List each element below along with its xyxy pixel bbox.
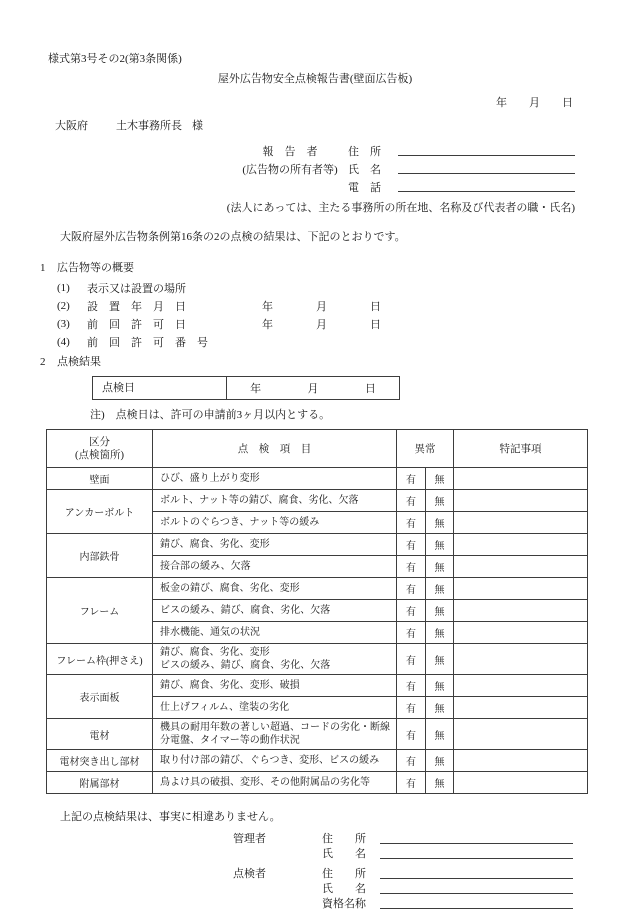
header-category-line1: 区分 xyxy=(89,436,110,448)
remarks-cell xyxy=(454,468,588,490)
fill-in-line xyxy=(380,848,573,859)
remarks-cell xyxy=(454,644,588,675)
header-abnormal: 異常 xyxy=(397,430,454,468)
signer-row xyxy=(233,896,630,911)
inspection-item-line: ビスの緩み、錆び、腐食、劣化、欠落 xyxy=(160,660,331,671)
field-label: 資格名称 xyxy=(322,898,366,910)
addressee-prefecture: 大阪府 xyxy=(55,120,88,132)
reporter-role-label: (広告物の所有者等) xyxy=(242,164,338,176)
date-unit: 日 xyxy=(370,301,381,313)
item-label: 表示又は設置の場所 xyxy=(87,283,186,295)
reporter-block xyxy=(0,141,630,195)
inspection-item-cell xyxy=(153,772,397,794)
abnormal-yes-cell: 有 xyxy=(397,719,426,750)
inspection-item-line: 錆び、腐食、劣化、変形 xyxy=(160,539,270,550)
abnormal-yes-cell: 有 xyxy=(397,750,426,772)
inspection-item-cell xyxy=(153,644,397,675)
addressee-honorific: 様 xyxy=(192,120,203,132)
remarks-cell xyxy=(454,697,588,719)
remarks-cell xyxy=(454,719,588,750)
inspection-item-cell xyxy=(153,578,397,600)
inspection-date-units xyxy=(227,377,399,399)
fill-in-line xyxy=(380,883,573,894)
inspection-item-cell xyxy=(153,622,397,644)
abnormal-no-cell: 無 xyxy=(426,578,454,600)
remarks-cell xyxy=(454,490,588,512)
remarks-cell xyxy=(454,578,588,600)
section2-number: 2 xyxy=(40,356,46,368)
remarks-cell xyxy=(454,622,588,644)
date-unit: 日 xyxy=(364,383,376,395)
table-row xyxy=(47,750,588,772)
inspection-table-body xyxy=(47,468,588,794)
abnormal-no-cell: 無 xyxy=(426,644,454,675)
category-cell: 電材 xyxy=(47,719,153,750)
abnormal-yes-cell: 有 xyxy=(397,556,426,578)
abnormal-no-cell: 無 xyxy=(426,512,454,534)
inspection-item-line: 取り付け部の錆び、ぐらつき、変形、ビスの緩み xyxy=(160,755,380,766)
inspection-item-line: ボルトのぐらつき、ナット等の緩み xyxy=(160,517,320,528)
abnormal-no-cell: 無 xyxy=(426,719,454,750)
signer-row xyxy=(233,831,630,846)
inspection-item-line: 機具の耐用年数の著しい超過、コードの劣化・断線 xyxy=(160,722,390,733)
category-cell: 内部鉄骨 xyxy=(47,534,153,578)
abnormal-yes-cell: 有 xyxy=(397,468,426,490)
field-label: 住 所 xyxy=(322,833,366,845)
date-unit: 年 xyxy=(262,301,273,313)
inspection-item-line: ビスの緩み、錆び、腐食、劣化、欠落 xyxy=(160,605,331,616)
page-title: 屋外広告物安全点検報告書(壁面広告板) xyxy=(217,73,413,85)
inspection-item-line: 鳥よけ具の破損、変形、その他附属品の劣化等 xyxy=(160,777,370,788)
overview-item xyxy=(57,279,630,297)
abnormal-yes-cell: 有 xyxy=(397,534,426,556)
inspection-item-line: 錆び、腐食、劣化、変形 xyxy=(160,647,270,658)
date-unit: 日 xyxy=(370,319,381,331)
inspection-item-line: 板金の錆び、腐食、劣化、変形 xyxy=(160,583,300,594)
header-inspection-item: 点 検 項 目 xyxy=(153,430,397,468)
remarks-cell xyxy=(454,512,588,534)
fill-in-line xyxy=(380,833,573,844)
overview-item xyxy=(57,297,630,315)
fill-in-line xyxy=(398,144,575,156)
inspection-item-cell xyxy=(153,490,397,512)
category-cell: 附属部材 xyxy=(47,772,153,794)
inspection-item-line: 排水機能、通気の状況 xyxy=(160,627,260,638)
abnormal-yes-cell: 有 xyxy=(397,697,426,719)
addressee-line xyxy=(55,117,630,133)
field-label: 氏 名 xyxy=(348,164,381,176)
table-row xyxy=(47,490,588,512)
field-label: 氏 名 xyxy=(322,883,366,895)
item-label: 設 置 年 月 日 xyxy=(87,301,186,313)
intro-text: 大阪府屋外広告物条例第16条の2の点検の結果は、下記のとおりです。 xyxy=(60,231,406,243)
abnormal-no-cell: 無 xyxy=(426,675,454,697)
inspection-table xyxy=(46,429,588,794)
inspection-item-line: 分電盤、タイマー等の動作状況 xyxy=(160,735,300,746)
section2-title: 点検結果 xyxy=(57,356,101,368)
abnormal-no-cell: 無 xyxy=(426,490,454,512)
inspection-date-note: 注) 点検日は、許可の申請前3ヶ月以内とする。 xyxy=(90,409,331,421)
category-cell: 電材突き出し部材 xyxy=(47,750,153,772)
signer-role-label: 管理者 xyxy=(233,833,266,845)
reporter-row xyxy=(240,177,630,195)
signer-role-label: 点検者 xyxy=(233,868,266,880)
remarks-cell xyxy=(454,750,588,772)
category-cell: 壁面 xyxy=(47,468,153,490)
field-label: 住 所 xyxy=(348,146,381,158)
inspection-item-cell xyxy=(153,719,397,750)
signer-row xyxy=(233,846,630,861)
abnormal-no-cell: 無 xyxy=(426,772,454,794)
fill-in-line xyxy=(380,868,573,879)
inspection-item-cell xyxy=(153,600,397,622)
inspection-item-cell xyxy=(153,697,397,719)
section2-heading xyxy=(40,353,630,369)
item-number: (3) xyxy=(57,318,70,330)
abnormal-no-cell: 無 xyxy=(426,534,454,556)
field-label: 氏 名 xyxy=(322,848,366,860)
abnormal-yes-cell: 有 xyxy=(397,622,426,644)
date-unit: 月 xyxy=(316,301,327,313)
header-category xyxy=(47,430,153,468)
abnormal-yes-cell: 有 xyxy=(397,600,426,622)
item-number: (4) xyxy=(57,336,70,348)
signer-row xyxy=(233,866,630,881)
table-header-row xyxy=(47,430,588,468)
fill-in-line xyxy=(380,898,573,909)
table-row xyxy=(47,534,588,556)
declaration-text: 上記の点検結果は、事実に相違ありません。 xyxy=(60,811,281,823)
section1-number: 1 xyxy=(40,262,46,274)
reporter-row xyxy=(240,159,630,177)
inspection-item-cell xyxy=(153,512,397,534)
remarks-cell xyxy=(454,556,588,578)
abnormal-yes-cell: 有 xyxy=(397,490,426,512)
table-row xyxy=(47,772,588,794)
report-date-line: 年 月 日 xyxy=(496,97,573,109)
fill-in-line xyxy=(398,162,575,174)
form-number: 様式第3号その2(第3条関係) xyxy=(48,53,182,65)
inspection-item-cell xyxy=(153,750,397,772)
remarks-cell xyxy=(454,600,588,622)
category-cell: フレーム xyxy=(47,578,153,644)
item-label: 前 回 許 可 番 号 xyxy=(87,337,208,349)
table-row xyxy=(47,719,588,750)
date-unit: 年 xyxy=(262,319,273,331)
section1-title: 広告物等の概要 xyxy=(57,262,134,274)
corporate-note: (法人にあっては、主たる事務所の所在地、名称及び代表者の職・氏名) xyxy=(226,202,575,214)
date-unit: 月 xyxy=(316,319,327,331)
table-row xyxy=(47,468,588,490)
abnormal-no-cell: 無 xyxy=(426,697,454,719)
inspection-item-line: 錆び、腐食、劣化、変形、破損 xyxy=(160,680,300,691)
item-number: (2) xyxy=(57,300,70,312)
inspection-date-label: 点検日 xyxy=(93,377,227,399)
reporter-role-label: 報 告 者 xyxy=(262,146,318,158)
category-cell: フレーム枠(押さえ) xyxy=(47,644,153,675)
item-label: 前 回 許 可 日 xyxy=(87,319,186,331)
overview-item xyxy=(57,315,630,333)
date-unit: 月 xyxy=(307,383,319,395)
inspection-item-cell xyxy=(153,534,397,556)
signer-row xyxy=(233,881,630,896)
abnormal-no-cell: 無 xyxy=(426,600,454,622)
remarks-cell xyxy=(454,534,588,556)
abnormal-no-cell: 無 xyxy=(426,468,454,490)
inspection-item-line: ひび、盛り上がり変形 xyxy=(160,473,260,484)
abnormal-no-cell: 無 xyxy=(426,622,454,644)
remarks-cell xyxy=(454,772,588,794)
signer-block xyxy=(0,866,630,911)
inspection-date-box xyxy=(92,376,400,400)
table-row xyxy=(47,578,588,600)
header-remarks: 特記事項 xyxy=(454,430,588,468)
signer-block xyxy=(0,831,630,861)
remarks-cell xyxy=(454,675,588,697)
category-cell: アンカーボルト xyxy=(47,490,153,534)
item-number: (1) xyxy=(57,282,70,294)
overview-item xyxy=(57,333,630,351)
inspection-item-line: 仕上げフィルム、塗装の劣化 xyxy=(160,702,290,713)
inspection-item-cell xyxy=(153,675,397,697)
category-cell: 表示面板 xyxy=(47,675,153,719)
fill-in-line xyxy=(398,180,575,192)
abnormal-yes-cell: 有 xyxy=(397,772,426,794)
abnormal-no-cell: 無 xyxy=(426,556,454,578)
signer-blocks xyxy=(0,831,630,911)
abnormal-yes-cell: 有 xyxy=(397,675,426,697)
reporter-row xyxy=(240,141,630,159)
field-label: 住 所 xyxy=(322,868,366,880)
abnormal-no-cell: 無 xyxy=(426,750,454,772)
date-unit: 年 xyxy=(250,383,262,395)
section1-heading xyxy=(40,259,630,275)
field-label: 電 話 xyxy=(348,182,381,194)
inspection-item-line: ボルト、ナット等の錆び、腐食、劣化、欠落 xyxy=(160,495,359,506)
abnormal-yes-cell: 有 xyxy=(397,512,426,534)
abnormal-yes-cell: 有 xyxy=(397,644,426,675)
table-row xyxy=(47,675,588,697)
header-category-line2: (点検箇所) xyxy=(75,449,124,461)
overview-items xyxy=(0,279,630,351)
inspection-item-line: 接合部の緩み、欠落 xyxy=(160,561,251,572)
inspection-item-cell xyxy=(153,556,397,578)
table-row xyxy=(47,644,588,675)
inspection-item-cell xyxy=(153,468,397,490)
abnormal-yes-cell: 有 xyxy=(397,578,426,600)
addressee-office: 土木事務所長 xyxy=(116,120,182,132)
